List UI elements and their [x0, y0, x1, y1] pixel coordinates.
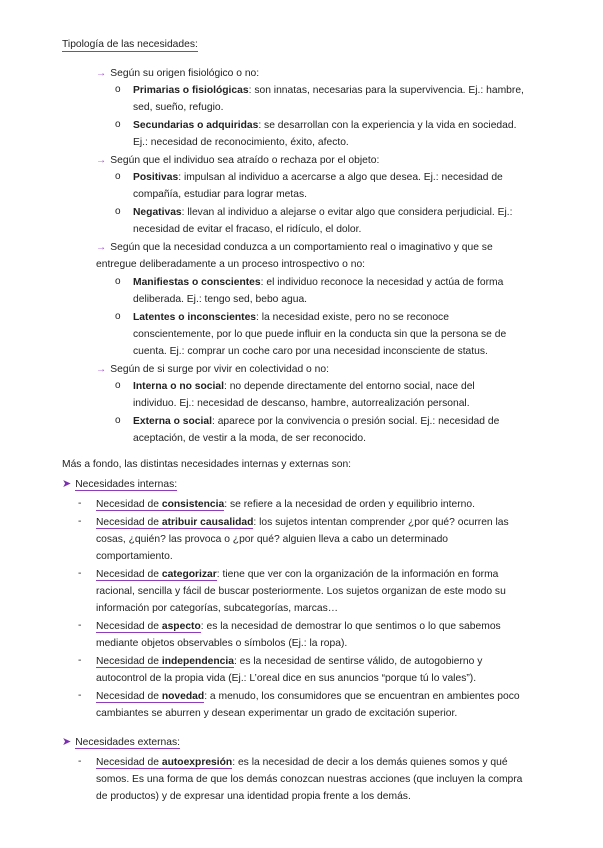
list-item-cont: racional, sencilla y fácil de buscar posteriormente. Los sujetos organizan de este modo su [96, 586, 506, 597]
circle-bullet-icon: o [115, 84, 121, 95]
arrow-icon: → [96, 364, 107, 375]
list-item-cont: compañía, estudiar para lograr metas. [133, 189, 307, 200]
list-item-cont: mediante objetos observables o símbolos (Ej.: la ropa). [96, 638, 348, 649]
dash-bullet-icon: - [78, 498, 82, 509]
circle-bullet-icon: o [115, 380, 121, 391]
triangle-arrow-icon: ➤ [62, 736, 72, 748]
list-item-cont: de productos) y de expresar una identidad propia frente a los demás. [96, 791, 411, 802]
section-heading-external: ➤ Necesidades externas: [62, 736, 180, 748]
list-item: Necesidad de novedad: a menudo, los consumidores que se encuentran en ambientes poco [96, 691, 520, 702]
list-item: Positivas: impulsan al individuo a acercarse a algo que desea. Ej.: necesidad de [133, 172, 503, 183]
list-item: Necesidad de consistencia: se refiere a la necesidad de orden y equilibrio interno. [96, 499, 475, 510]
list-item: Manifiestas o conscientes: el individuo reconoce la necesidad y actúa de forma [133, 277, 504, 288]
list-item: Negativas: llevan al individuo a alejarse o evitar algo que considera perjudicial. Ej.: [133, 207, 513, 218]
group-heading-origin: → Según su origen fisiológico o no: [96, 68, 260, 79]
list-item-cont: cuenta. Ej.: comprar un coche caro por una necesidad inconsciente de status. [133, 346, 488, 357]
list-item-cont: individuo. Ej.: necesidad de descanso, hambre, autorrealización personal. [133, 398, 470, 409]
group-heading-cont: entregue deliberadamente a un proceso introspectivo o no: [96, 259, 366, 270]
arrow-icon: → [96, 68, 107, 79]
circle-bullet-icon: o [115, 311, 121, 322]
list-item-cont: sed, sueño, refugio. [133, 102, 224, 113]
section-heading-internal: ➤ Necesidades internas: [62, 478, 178, 490]
list-item-cont: autocontrol de la propia vida (Ej.: L’oreal dice en sus anuncios “porque tú lo vales”). [96, 673, 477, 684]
list-item: Necesidad de categorizar: tiene que ver con la organización de la información en forma [96, 569, 499, 580]
circle-bullet-icon: o [115, 206, 121, 217]
list-item-cont: Ej.: necesidad de reconocimiento, éxito, afecto. [133, 137, 349, 148]
list-item-cont: somos. Es una forma de que los demás conozcan nuestras acciones (que incluyen la compra [96, 774, 523, 785]
list-item-cont: cambiantes se aburren y desean experimentar un grado de excitación superior. [96, 708, 458, 719]
dash-bullet-icon: - [78, 516, 82, 527]
list-item: Necesidad de independencia: es la necesidad de sentirse válido, de autogobierno y [96, 656, 483, 667]
circle-bullet-icon: o [115, 415, 121, 426]
list-item: Necesidad de aspecto: es la necesidad de demostrar lo que sentimos o lo que sabemos [96, 621, 501, 632]
list-item: Necesidad de atribuir causalidad: los sujetos intentan comprender ¿por qué? ocurren las [96, 517, 509, 528]
list-item: Externa o social: aparece por la convivencia o presión social. Ej.: necesidad de [133, 416, 500, 427]
list-item: Latentes o inconscientes: la necesidad existe, pero no se reconoce [133, 312, 449, 323]
list-item-cont: cosas, ¿quién? las provoca o ¿por qué? alguien lleva a cabo un determinado [96, 534, 449, 545]
arrow-icon: → [96, 242, 107, 253]
dash-bullet-icon: - [78, 568, 82, 579]
circle-bullet-icon: o [115, 171, 121, 182]
list-item-cont: necesidad de evitar el fracaso, el ridículo, el dolor. [133, 224, 362, 235]
group-heading-behavior: → Según que la necesidad conduzca a un comportamiento real o imaginativo y que se [96, 242, 493, 253]
list-item: Secundarias o adquiridas: se desarrollan con la experiencia y la vida en sociedad. [133, 120, 517, 131]
list-item-cont: deliberada. Ej.: tengo sed, bebo agua. [133, 294, 308, 305]
list-item: Interna o no social: no depende directamente del entorno social, nace del [133, 381, 475, 392]
list-item-cont: comportamiento. [96, 551, 173, 562]
list-item: Primarias o fisiológicas: son innatas, necesarias para la supervivencia. Ej.: hambre, [133, 85, 524, 96]
list-item-cont: información por categorías, subcategorías, marcas… [96, 603, 339, 614]
list-item: Necesidad de autoexpresión: es la necesidad de decir a los demás quienes somos y qué [96, 757, 508, 768]
dash-bullet-icon: - [78, 655, 82, 666]
circle-bullet-icon: o [115, 119, 121, 130]
arrow-icon: → [96, 155, 107, 166]
circle-bullet-icon: o [115, 276, 121, 287]
group-heading-collective: → Según de si surge por vivir en colectividad o no: [96, 364, 329, 375]
list-item-cont: conscientemente, por lo que puede influir en la conducta sin que la persona se de [133, 329, 507, 340]
list-item-cont: aceptación, de vestir a la moda, de ser reconocido. [133, 433, 366, 444]
dash-bullet-icon: - [78, 756, 82, 767]
triangle-arrow-icon: ➤ [62, 478, 72, 490]
page-title: Tipología de las necesidades: [62, 39, 198, 50]
group-heading-attraction: → Según que el individuo sea atraído o rechaza por el objeto: [96, 155, 380, 166]
intro-text: Más a fondo, las distintas necesidades internas y externas son: [62, 459, 352, 470]
dash-bullet-icon: - [78, 620, 82, 631]
dash-bullet-icon: - [78, 690, 82, 701]
